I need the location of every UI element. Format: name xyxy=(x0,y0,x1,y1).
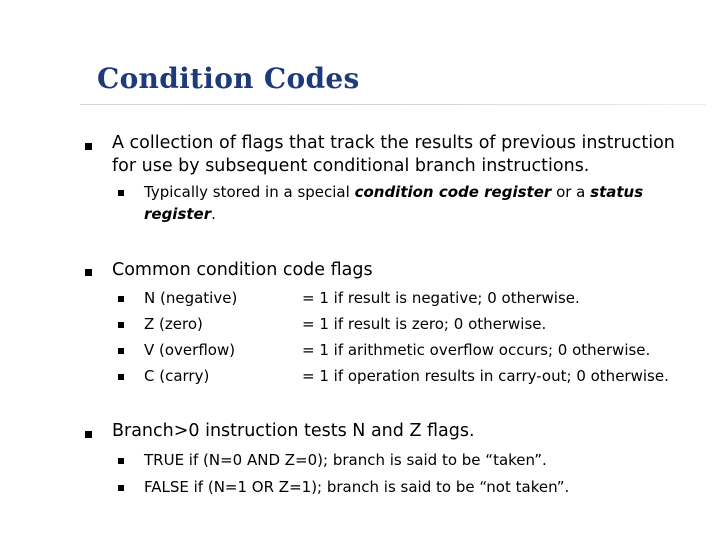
sub-bullet-text xyxy=(144,181,643,204)
bullet-text: A collection of flags that track the results of previous instruction xyxy=(112,133,675,153)
flag-name: V (overflow) xyxy=(144,341,236,359)
bullet-square-icon xyxy=(85,431,92,438)
sub-text-plain: Typically stored in a special xyxy=(144,183,355,201)
title-underline xyxy=(80,104,706,105)
bullet-text: Branch>0 instruction tests N and Z flags. xyxy=(112,421,475,441)
bullet-text: Common condition code flags xyxy=(112,260,373,280)
sub-bullet-square-icon xyxy=(118,348,124,354)
flag-name: N (negative) xyxy=(144,289,238,307)
sub-bullet-square-icon xyxy=(118,374,124,380)
sub-bullet-text-continued xyxy=(144,203,216,226)
flag-description: = 1 if operation results in carry-out; 0 otherwise. xyxy=(302,367,669,385)
emphasis-term: status xyxy=(590,183,644,201)
flag-name: C (carry) xyxy=(144,367,210,385)
sub-bullet-text: TRUE if (N=0 AND Z=0); branch is said to be “taken”. xyxy=(144,451,547,469)
sub-bullet-square-icon xyxy=(118,190,124,196)
sub-bullet-square-icon xyxy=(118,458,124,464)
flag-description: = 1 if result is zero; 0 otherwise. xyxy=(302,315,547,333)
emphasis-term: register xyxy=(144,205,212,223)
sub-text-plain: or a xyxy=(551,183,591,201)
sub-bullet-square-icon xyxy=(118,485,124,491)
sub-bullet-square-icon xyxy=(118,296,124,302)
emphasis-term: condition code register xyxy=(354,183,552,201)
sub-bullet-square-icon xyxy=(118,322,124,328)
slide-title: Condition Codes xyxy=(97,62,360,95)
bullet-square-icon xyxy=(85,269,92,276)
bullet-text-continued: for use by subsequent conditional branch instructions. xyxy=(112,156,590,176)
flag-name: Z (zero) xyxy=(144,315,203,333)
sub-text-plain: . xyxy=(211,205,216,223)
slide-header xyxy=(0,58,720,110)
bullet-square-icon xyxy=(85,143,92,150)
sub-bullet-text: FALSE if (N=1 OR Z=1); branch is said to be “not taken”. xyxy=(144,478,570,496)
flag-description: = 1 if result is negative; 0 otherwise. xyxy=(302,289,580,307)
flag-description: = 1 if arithmetic overflow occurs; 0 otherwise. xyxy=(302,341,651,359)
